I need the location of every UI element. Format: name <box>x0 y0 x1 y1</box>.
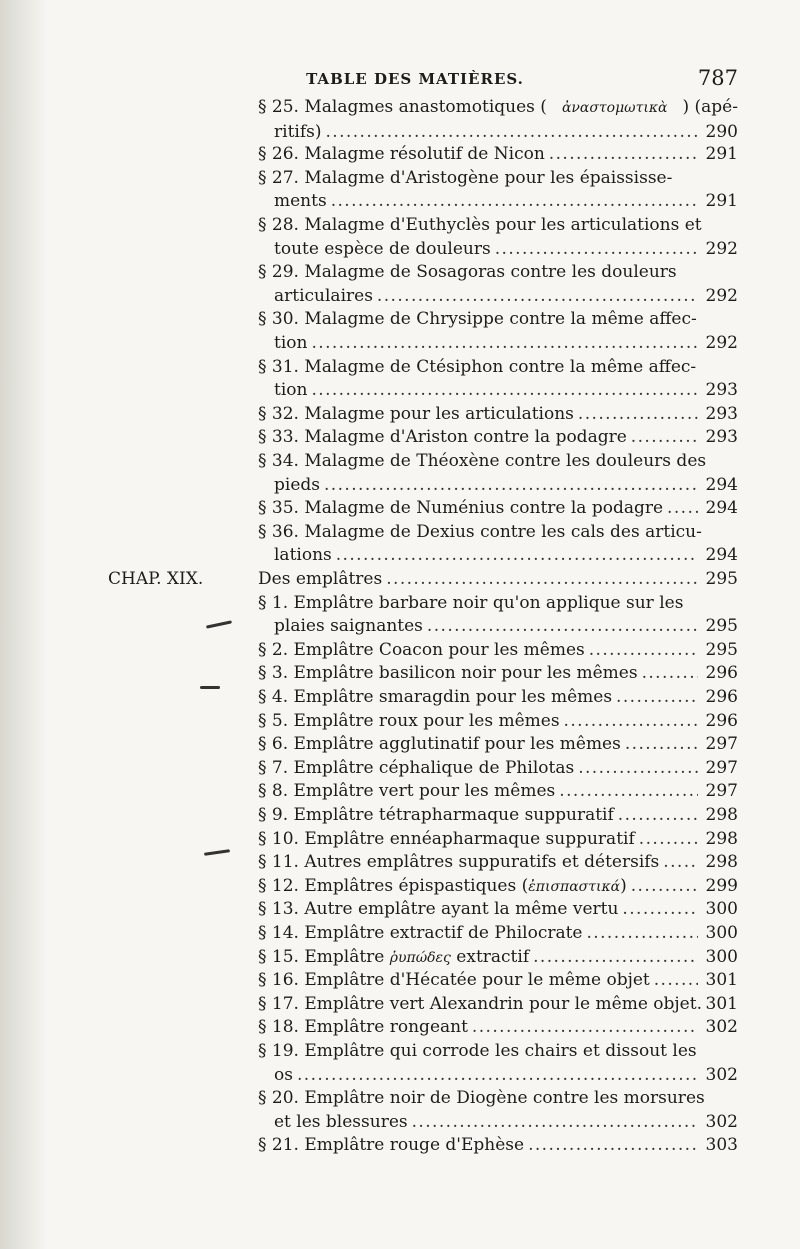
entry-text: Des emplâtres <box>258 569 383 589</box>
entry-line <box>258 851 738 875</box>
toc-entry <box>258 592 738 639</box>
page-number: 294 <box>705 474 738 495</box>
greek-term: ἐπισπαστικά <box>528 878 621 895</box>
entry-line-continued <box>258 121 738 145</box>
entry-text: § 17. Emplâtre vert Alexandrin pour le même objet. <box>258 993 702 1014</box>
pencil-mark <box>204 849 230 856</box>
header-title: TABLE DES MATIÈRES. <box>306 70 524 88</box>
entry-text: § 35. Malagme de Numénius contre la podagre <box>258 498 664 519</box>
entry-line <box>258 662 738 686</box>
toc-entry <box>258 568 738 592</box>
entry-text: pieds <box>274 474 320 495</box>
entry-text: os <box>274 1064 293 1085</box>
page-number: 300 <box>705 899 738 920</box>
entry-line <box>258 521 738 545</box>
page-number: 294 <box>705 545 738 566</box>
toc-entry <box>258 922 738 946</box>
entry-text: § 7. Emplâtre céphalique de Philotas <box>258 757 575 778</box>
page-number: 291 <box>705 144 738 165</box>
toc-entry <box>258 214 738 261</box>
entry-text: § 15. Emplâtre <box>258 946 390 967</box>
dot-leader <box>564 710 698 734</box>
entry-text: § 29. Malagme de Sosagoras contre les douleurs <box>258 262 677 283</box>
dot-leader <box>639 828 698 852</box>
entry-text: § 8. Emplâtre vert pour les mêmes <box>258 781 556 802</box>
entry-line <box>258 804 738 828</box>
entry-line <box>258 993 738 1017</box>
toc-entry <box>258 851 738 875</box>
entry-line <box>258 592 738 616</box>
page-number: 301 <box>705 993 738 1014</box>
dot-leader <box>311 379 698 403</box>
toc-entry <box>258 710 738 734</box>
entry-text: § 18. Emplâtre rongeant <box>258 1017 468 1038</box>
entry-line <box>258 639 738 663</box>
entry-text: § 2. Emplâtre Coacon pour les mêmes <box>258 639 585 660</box>
toc-entry <box>258 143 738 167</box>
toc-entry <box>258 1134 738 1158</box>
page-number: 300 <box>705 923 738 943</box>
dot-leader <box>622 898 698 922</box>
entry-text: toute espèce de douleurs <box>274 238 491 259</box>
toc-entry <box>258 450 738 497</box>
entry-line-continued <box>258 238 738 262</box>
page-number: 302 <box>705 1111 738 1132</box>
toc-entry <box>258 403 738 427</box>
entry-text: § 5. Emplâtre roux pour les mêmes <box>258 710 560 731</box>
dot-leader <box>631 426 698 450</box>
entry-line <box>258 1040 738 1064</box>
dot-leader <box>336 544 698 568</box>
page-number: 295 <box>705 639 738 660</box>
entry-text: § 25. Malagmes anastomotiques ( <box>258 97 547 117</box>
page-number: 302 <box>705 1064 738 1085</box>
toc-entry <box>258 875 738 900</box>
dot-leader <box>311 332 698 356</box>
entry-line <box>258 143 738 167</box>
toc-entry <box>258 898 738 922</box>
toc-entry <box>258 1040 738 1087</box>
entry-line <box>258 497 738 521</box>
toc-entry <box>258 261 738 308</box>
page-number: 290 <box>705 121 738 142</box>
entry-text: ) (apé- <box>682 97 738 117</box>
page-gutter-shadow <box>0 0 48 1249</box>
entry-line <box>258 733 738 757</box>
entry-line-continued <box>258 190 738 214</box>
dot-leader <box>412 1111 698 1135</box>
page-number: 293 <box>705 403 738 424</box>
toc-entry <box>258 686 738 710</box>
entry-line <box>258 757 738 781</box>
entry-text: § 34. Malagme de Théoxène contre les douleurs des <box>258 451 707 471</box>
entry-text: tion <box>274 380 308 401</box>
running-header <box>0 66 800 96</box>
entry-line <box>258 261 738 285</box>
dot-leader <box>533 946 698 970</box>
dot-leader <box>589 639 698 663</box>
entry-text: § 12. Emplâtres épispastiques ( <box>258 875 529 896</box>
entry-text: § 36. Malagme de Dexius contre les cals des articu- <box>258 521 702 542</box>
entry-text: § 27. Malagme d'Aristogène pour les épaississe- <box>258 167 673 188</box>
toc-entry <box>258 356 738 403</box>
dot-leader <box>297 1064 698 1088</box>
dot-leader <box>559 780 698 804</box>
page-number: 296 <box>705 710 738 731</box>
page-number: 301 <box>705 970 738 991</box>
dot-leader <box>667 497 698 521</box>
toc-entry <box>258 96 738 144</box>
toc-entry <box>258 308 738 355</box>
greek-term: ῥυπώδες <box>389 949 451 966</box>
toc-entry <box>258 497 738 521</box>
page-number: 298 <box>705 805 738 825</box>
dot-leader <box>631 875 698 899</box>
pencil-mark <box>200 686 220 689</box>
dot-leader <box>386 568 698 592</box>
dot-leader <box>472 1016 698 1040</box>
entry-text: § 33. Malagme d'Ariston contre la podagre <box>258 427 627 448</box>
dot-leader <box>377 285 698 309</box>
dot-leader <box>663 851 698 875</box>
toc-entry <box>258 521 738 568</box>
entry-text: et les blessures <box>274 1111 408 1132</box>
entry-text: § 13. Autre emplâtre ayant la même vertu <box>258 899 619 920</box>
entry-line-continued <box>258 615 738 639</box>
entry-text: § 19. Emplâtre qui corrode les chairs et dissout les <box>258 1041 697 1061</box>
entry-line-continued <box>258 1111 738 1135</box>
dot-leader <box>549 143 698 167</box>
entry-text: § 6. Emplâtre agglutinatif pour les mêmes <box>258 734 621 755</box>
dot-leader <box>528 1134 698 1158</box>
dot-leader <box>578 403 698 427</box>
entry-text: § 11. Autres emplâtres suppuratifs et détersifs <box>258 852 660 873</box>
entry-line-continued <box>258 285 738 309</box>
entry-line <box>258 167 738 191</box>
dot-leader <box>618 804 698 828</box>
entry-line <box>258 922 738 946</box>
page-number: 295 <box>705 616 738 637</box>
entry-text: § 21. Emplâtre rouge d'Ephèse <box>258 1135 525 1156</box>
entry-line <box>258 1087 738 1111</box>
entry-line <box>258 426 738 450</box>
entry-text: § 32. Malagme pour les articulations <box>258 403 574 424</box>
dot-leader <box>495 238 698 262</box>
dot-leader <box>654 969 698 993</box>
dot-leader <box>427 615 698 639</box>
dot-leader <box>642 662 698 686</box>
toc-entry <box>258 946 738 971</box>
toc-entry <box>258 993 738 1017</box>
page-number: 298 <box>705 852 738 873</box>
entry-line <box>258 969 738 993</box>
entry-text: articulaires <box>274 285 373 306</box>
dot-leader <box>578 757 698 781</box>
page-number: 302 <box>705 1017 738 1038</box>
toc-entry <box>258 1087 738 1134</box>
entry-text: § 3. Emplâtre basilicon noir pour les mêmes <box>258 663 638 684</box>
entry-line <box>258 780 738 804</box>
entry-line <box>258 96 738 121</box>
entry-line-continued <box>258 544 738 568</box>
dot-leader <box>616 686 698 710</box>
page-number: 296 <box>705 663 738 684</box>
entry-text: § 20. Emplâtre noir de Diogène contre les morsures <box>258 1088 705 1109</box>
entry-text: § 28. Malagme d'Euthyclès pour les articulations et <box>258 215 702 235</box>
entry-line <box>258 568 738 592</box>
page-number: 298 <box>705 828 738 849</box>
entry-line <box>258 403 738 427</box>
dot-leader <box>625 733 698 757</box>
entry-line <box>258 1134 738 1158</box>
page-number: 299 <box>705 875 738 896</box>
page-number: 293 <box>705 380 738 401</box>
toc-entry <box>258 804 738 828</box>
entry-line-continued <box>258 474 738 498</box>
toc-entry <box>258 757 738 781</box>
entry-line <box>258 308 738 332</box>
entry-line <box>258 875 738 900</box>
entry-text: plaies saignantes <box>274 616 423 637</box>
entry-line <box>258 214 738 238</box>
header-page-number: 787 <box>697 66 738 90</box>
entry-line <box>258 828 738 852</box>
dot-leader <box>324 474 698 498</box>
entry-line <box>258 946 738 971</box>
entry-line-continued <box>258 1064 738 1088</box>
dot-leader <box>325 121 698 145</box>
dot-leader <box>587 922 699 946</box>
toc-entry <box>258 167 738 214</box>
toc-entry <box>258 426 738 450</box>
entry-text: § 26. Malagme résolutif de Nicon <box>258 144 545 165</box>
page-number: 297 <box>705 781 738 802</box>
entry-text: ) <box>620 875 627 896</box>
entry-text: lations <box>274 545 332 566</box>
toc-entry <box>258 828 738 852</box>
toc-entry <box>258 780 738 804</box>
pencil-mark <box>206 620 232 628</box>
page-number: 300 <box>705 946 738 967</box>
page-number: 292 <box>705 285 738 306</box>
entry-text: ritifs) <box>274 121 322 142</box>
page-number: 292 <box>705 332 738 353</box>
chapter-label: CHAP. XIX. <box>108 569 204 589</box>
toc-entry <box>258 1016 738 1040</box>
greek-term: ἀναστομωτικὰ <box>561 100 668 116</box>
entry-text: ments <box>274 191 327 212</box>
entry-line-continued <box>258 332 738 356</box>
entry-text: § 30. Malagme de Chrysippe contre la même affec- <box>258 309 697 330</box>
page-number: 303 <box>705 1135 738 1156</box>
entry-text: § 31. Malagme de Ctésiphon contre la même affec- <box>258 356 697 377</box>
entry-text: § 14. Emplâtre extractif de Philocrate <box>258 923 583 943</box>
page-number: 294 <box>705 498 738 519</box>
entry-text: extractif <box>450 946 530 967</box>
entry-line <box>258 356 738 380</box>
page-number: 297 <box>705 734 738 755</box>
page-number: 297 <box>705 757 738 778</box>
entry-text: § 10. Emplâtre ennéapharmaque suppuratif <box>258 828 635 849</box>
page-number: 295 <box>705 569 738 589</box>
entry-text: § 1. Emplâtre barbare noir qu'on applique sur les <box>258 592 684 613</box>
entry-text: tion <box>274 332 308 353</box>
toc-entry <box>258 733 738 757</box>
entry-line <box>258 450 738 474</box>
page-number: 296 <box>705 687 738 707</box>
entry-text: § 9. Emplâtre tétrapharmaque suppuratif <box>258 805 614 825</box>
entry-line <box>258 1016 738 1040</box>
entry-text: § 4. Emplâtre smaragdin pour les mêmes <box>258 687 613 707</box>
entry-text: § 16. Emplâtre d'Hécatée pour le même objet <box>258 970 650 991</box>
entry-line-continued <box>258 379 738 403</box>
entry-line <box>258 686 738 710</box>
entry-line <box>258 898 738 922</box>
toc-entry <box>258 969 738 993</box>
dot-leader <box>331 190 698 214</box>
entry-line <box>258 710 738 734</box>
page-number: 293 <box>705 427 738 448</box>
toc-entry <box>258 639 738 663</box>
toc-entry <box>258 662 738 686</box>
page-number: 292 <box>705 238 738 259</box>
page-number: 291 <box>705 191 738 212</box>
